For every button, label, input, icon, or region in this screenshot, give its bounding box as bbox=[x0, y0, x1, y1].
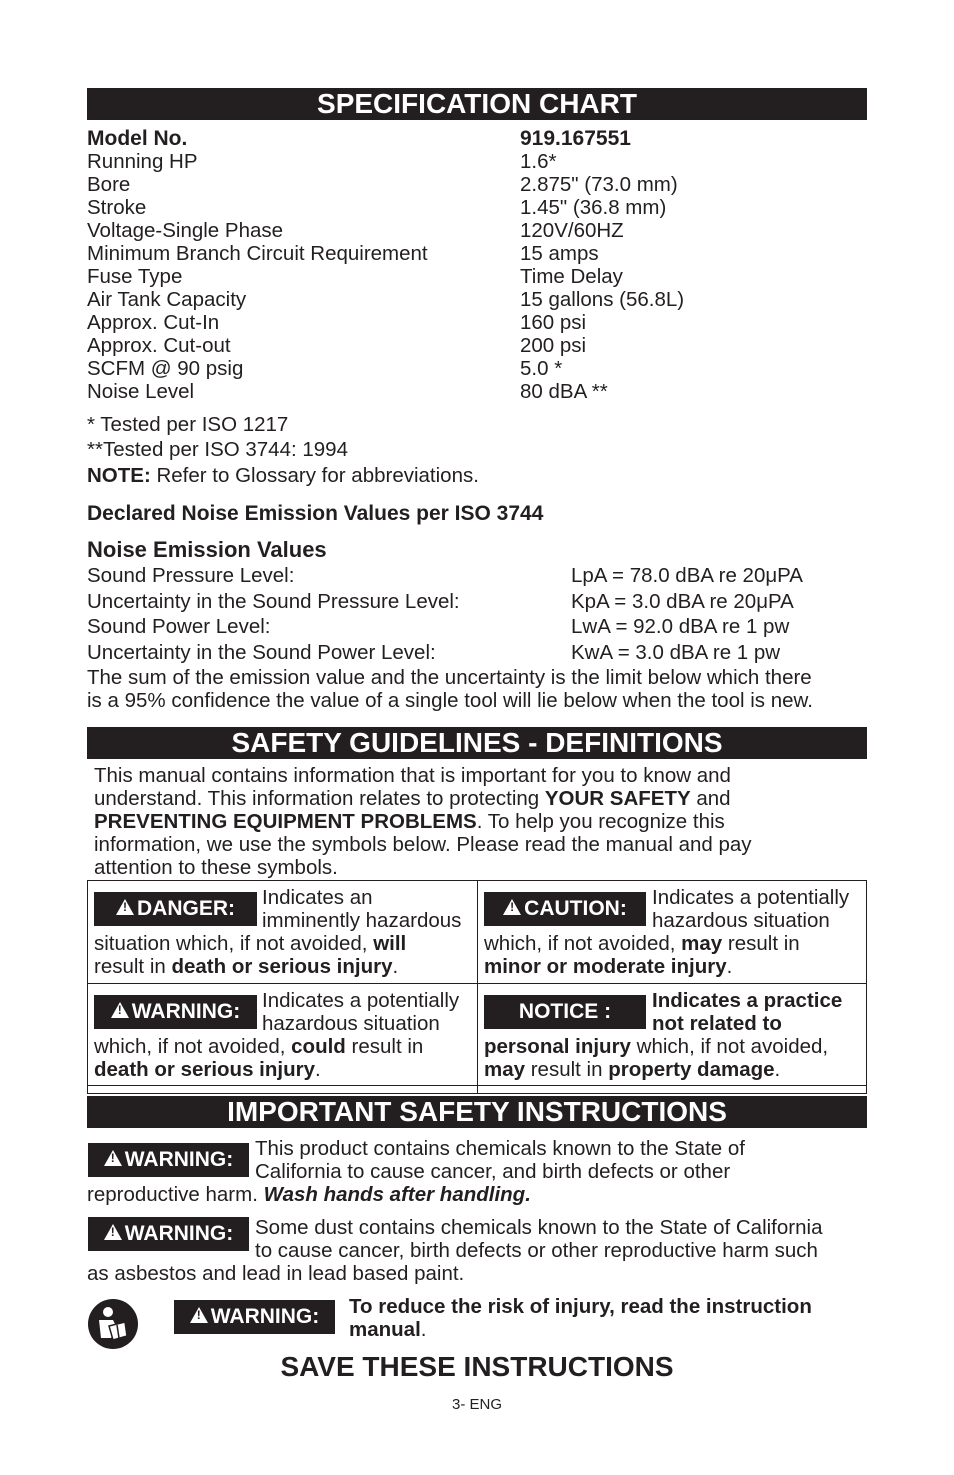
spec-row-label: Noise Level bbox=[87, 380, 195, 403]
note-text: Refer to Glossary for abbreviations. bbox=[150, 464, 479, 487]
spec-row-label: Approx. Cut-In bbox=[87, 311, 220, 334]
dust-text: Some dust contains chemicals known to the State of California to cause cancer, birth defects or other reproductive harm such bbox=[255, 1216, 823, 1262]
spec-row-value: 1.45" (36.8 mm) bbox=[520, 196, 667, 219]
noise-row-label: Sound Pressure Level: bbox=[87, 564, 295, 587]
warning-badge-dust: !WARNING: bbox=[88, 1217, 249, 1251]
warning-badge-manual: !WARNING: bbox=[174, 1300, 335, 1334]
spec-row-label: Fuse Type bbox=[87, 265, 183, 288]
spec-row-value: 1.6* bbox=[520, 150, 557, 173]
caution-text-cont: which, if not avoided, may result in minor or moderate injury. bbox=[484, 932, 800, 978]
alert-triangle-icon bbox=[190, 1307, 208, 1323]
notice-text: Indicates a practice not related to bbox=[652, 989, 843, 1035]
model-label: Model No. bbox=[87, 127, 188, 150]
alert-triangle-icon bbox=[503, 899, 521, 915]
spec-row-label: Approx. Cut-out bbox=[87, 334, 231, 357]
spec-row-value: Time Delay bbox=[520, 265, 623, 288]
noise-row-label: Uncertainty in the Sound Pressure Level: bbox=[87, 589, 460, 613]
spec-row-value: 15 amps bbox=[520, 242, 599, 265]
safety-intro bbox=[94, 764, 752, 879]
warning-badge-prop65: !WARNING: bbox=[88, 1143, 249, 1177]
spec-row-value: 160 psi bbox=[520, 311, 587, 334]
spec-row-value: 15 gallons (56.8L) bbox=[520, 288, 685, 311]
noise-summary-1: The sum of the emission value and the uncertainty is the limit below which there bbox=[87, 666, 812, 689]
spec-row-value: 5.0 * bbox=[520, 357, 563, 380]
intro-line: attention to these symbols. bbox=[94, 856, 338, 879]
spec-row-label: Running HP bbox=[87, 150, 198, 173]
noise-row-value: LwA = 92.0 dBA re 1 pw bbox=[571, 615, 790, 638]
intro-line: understand. This information relates to protecting YOUR SAFETY and bbox=[94, 787, 731, 810]
caution-text: Indicates a potentially hazardous situation bbox=[652, 886, 850, 932]
spec-row-label: SCFM @ 90 psig bbox=[87, 357, 244, 380]
intro-line: PREVENTING EQUIPMENT PROBLEMS. To help you recognize this bbox=[94, 810, 725, 833]
noise-row-value: LpA = 78.0 dBA re 20μPA bbox=[571, 564, 803, 587]
spec-row-value: 120V/60HZ bbox=[520, 219, 624, 242]
alert-triangle-icon bbox=[104, 1150, 122, 1166]
note-line bbox=[87, 464, 479, 487]
page-number: 3- ENG bbox=[451, 1396, 502, 1413]
noise-row-label: Uncertainty in the Sound Power Level: bbox=[87, 640, 436, 664]
spec-row-label: Air Tank Capacity bbox=[87, 288, 247, 311]
notice-badge: NOTICE : bbox=[484, 995, 646, 1029]
note-label: NOTE: bbox=[87, 464, 151, 487]
save-instructions-heading: SAVE THESE INSTRUCTIONS bbox=[280, 1351, 674, 1382]
noise-row-value: KwA = 3.0 dBA re 1 pw bbox=[571, 640, 781, 664]
warning-text: Indicates a potentially hazardous situation bbox=[262, 989, 460, 1035]
noise-summary-2: is a 95% confidence the value of a single tool will lie below when the tool is new. bbox=[87, 689, 813, 712]
intro-line: information, we use the symbols below. Please read the manual and pay bbox=[94, 833, 752, 856]
important-safety-header: IMPORTANT SAFETY INSTRUCTIONS bbox=[87, 1096, 867, 1128]
model-value: 919.167551 bbox=[520, 127, 631, 150]
prop65-text-cont: reproductive harm. Wash hands after handling. bbox=[87, 1183, 531, 1206]
spec-row-label: Voltage-Single Phase bbox=[87, 219, 284, 242]
danger-text-cont: situation which, if not avoided, will result in death or serious injury. bbox=[94, 932, 407, 978]
alert-triangle-icon bbox=[104, 1224, 122, 1240]
danger-text: Indicates an imminently hazardous bbox=[262, 886, 462, 932]
danger-badge: !DANGER: bbox=[94, 892, 257, 926]
spec-row-value: 80 dBA ** bbox=[520, 380, 608, 403]
grid-divider-v bbox=[477, 880, 478, 1094]
alert-triangle-icon bbox=[116, 899, 134, 915]
spec-chart-header: SPECIFICATION CHART bbox=[87, 88, 867, 120]
footnote-iso3744: **Tested per ISO 3744: 1994 bbox=[87, 438, 348, 461]
spec-row-value: 2.875" (73.0 mm) bbox=[520, 173, 678, 196]
spec-row-label: Minimum Branch Circuit Requirement bbox=[87, 242, 428, 265]
spec-row-value: 200 psi bbox=[520, 334, 587, 357]
notice-text-cont: personal injury which, if not avoided, may result in property damage. bbox=[484, 1035, 829, 1081]
noise-heading: Noise Emission Values bbox=[87, 537, 327, 562]
noise-row-value: KpA = 3.0 dBA re 20μPA bbox=[571, 589, 794, 613]
manual-warning-text: To reduce the risk of injury, read the instruction manual. bbox=[349, 1295, 812, 1341]
read-manual-icon bbox=[87, 1298, 139, 1350]
alert-triangle-icon bbox=[111, 1002, 129, 1018]
footnote-iso1217: * Tested per ISO 1217 bbox=[87, 413, 289, 436]
grid-divider-h bbox=[87, 983, 867, 984]
spec-row-label: Stroke bbox=[87, 196, 147, 219]
noise-row-label: Sound Power Level: bbox=[87, 615, 271, 638]
safety-guidelines-header: SAFETY GUIDELINES - DEFINITIONS bbox=[87, 727, 867, 759]
dust-text-cont: as asbestos and lead in lead based paint. bbox=[87, 1262, 465, 1285]
prop65-text: This product contains chemicals known to the State of California to cause cancer, and birth defects or other bbox=[255, 1137, 745, 1183]
grid-divider-h2 bbox=[87, 1085, 867, 1086]
spec-row-label: Bore bbox=[87, 173, 131, 196]
caution-badge: !CAUTION: bbox=[484, 892, 646, 926]
warning-badge: !WARNING: bbox=[94, 995, 257, 1029]
intro-line: This manual contains information that is important for you to know and bbox=[94, 764, 731, 787]
declared-noise-heading: Declared Noise Emission Values per ISO 3744 bbox=[87, 502, 544, 525]
warning-text-cont: which, if not avoided, could result in death or serious injury. bbox=[94, 1035, 424, 1081]
